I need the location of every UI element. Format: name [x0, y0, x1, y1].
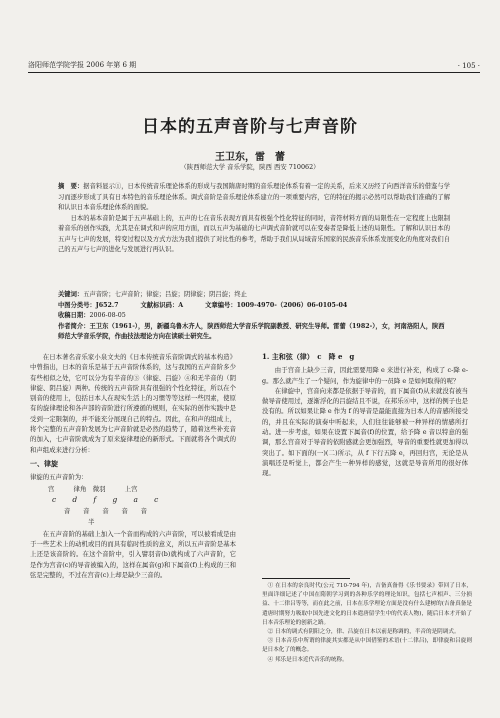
subsection-heading: 1. 主和弦（律） c 降 e g	[262, 352, 355, 361]
scale-interval-marks: 音 音 音 音 音	[64, 507, 148, 516]
right-column	[262, 352, 468, 479]
author-names: 王卫东，雷 蕾	[215, 152, 285, 163]
scale-degree-names: 宫 律角 微羽 上宫	[48, 484, 138, 493]
document-code: 文献标识码：A	[140, 301, 184, 309]
article-title: 日本的五声音阶与七声音阶	[142, 117, 358, 137]
abstract-paragraph-1	[58, 182, 450, 214]
body-paragraph: 由于宫音上缺少三音，因此需要用降 e 来进行补充，构成了 c-降 e-g。那么就产生了一个疑问，作为旋律中的一员降 e 是如何取得的呢？	[262, 366, 468, 385]
abstract-paragraph-2: 日本的基本音阶是属于五声基础上的，五声的七在音乐表现方面具有极强个性化特征的同时，音符材料方面的局限性在一定程度上也限制着音乐的创作实践，尤其是在调式和声的应用方面，而以五声为基础的七声调式音阶就可以在变奏者是降低上述的局限性。了解和认识日本的五声与七声的发展，特变过程以及方式方法为我们提供了对比性的参考，帮助于我们从局域音乐国家的民族音乐体系发展变化的角度对我们自己的五声与七声的进化与发展进行再认识。	[58, 214, 450, 253]
footnotes	[262, 582, 472, 665]
body-paragraph: 在律旋中，宫音向来都是依据于导音的，而下属音(f)从来就没有被当做导音使用过，逐渐浮化的吕旋结且不说，在邦乐⑥中，这样的例子也是没有的。所以如果让降 e 作为 f 的导音是最能直接为日本人的音感所接受的，并且在实际的演奏中听起来，人们往往能够被一种异样的情感所打动。进一步考虑，如果在设置下属音(f)的位置，给予降 e 音以特意的强调，那么宫音对于导音的依附感就会更加强烈，导音的重要性就更加得以突出了。如下面的(一)(二)所示，从 f 下行五降 e，再回归宫，无论是从演唱还是听觉上，都会产生一种异样的感觉，这就是导音所用的很好体现。	[262, 386, 468, 478]
abstract-label: 摘 要：	[58, 183, 84, 190]
received-date: 收稿日期：2006-08-05	[58, 312, 126, 319]
classification-row	[58, 301, 450, 312]
scale-note-letters: c d f g a c	[52, 494, 159, 504]
footnote: ① 在日本的奈良时代(公元 710-794 年)，吉备真备得《乐书要录》带回了日本，里面详细记述了中国在隋朝学习到的各种乐学的理论知识，包括七声相声、三分损益、十二律吕等等，而在此之前，日本在乐学理论方面是没有什么建树的(吉备真备是遣唐时期努力吸取中国先进文化的日本遣唐留学生中的代表人物)，随后日本才开始了日本音乐理论的创新之路。	[262, 583, 472, 626]
body-paragraph: 在五声音阶的基础上加入一个音而构成的六声音阶，可以被看成是由于一些艺术上的动机或目的而具有临时性质的意义，所以五声音阶是基本上还是该音阶的。在这个音阶中，引入譬羽音(b)就构成了六声音阶，它是作为宫音(c)的导音被编入的，这样在属音(g)和下属音(f)上构成的三和弦是完整的，不过在宫音(c)上却是缺少三音的。	[30, 529, 236, 579]
footnote: ④ 邦乐是日本近代音乐的统称。	[267, 656, 348, 663]
journal-name: 洛阳师范学院学报 2006 年第 6 期	[28, 61, 137, 69]
left-column	[30, 352, 236, 580]
abstract	[58, 182, 450, 256]
footnote: ③ 日本音乐中所谓的律旋其实都是从中国借鉴的术语(十二律吕)，即律旋和吕旋则是日本化了的概念。	[262, 638, 472, 654]
scale-halfstep-mark: 半	[88, 518, 95, 527]
footnote-rule	[262, 578, 350, 579]
footnote: ② 日本的调式有阴阳之分，律、吕旋在日本以前是称调的，半音的是阴调式。	[267, 629, 460, 636]
scale-caption: 律旋的五声音阶为：	[30, 473, 88, 482]
page-number: · 105 ·	[457, 62, 480, 70]
section-heading: 一、律旋	[30, 458, 58, 468]
clc-number: 中图分类号：J652.7	[58, 301, 119, 309]
body-paragraph: 在日本著名音乐家小泉文夫的《日本传统音乐音阶调式的基本构造》中曾指出，日本的音乐是基于五声音阶体系的，这与我国的五声音阶多少有些相似之处，它可以分为有半音的③（律旋、吕旋）④和无半音的（阴律旋、阴吕旋）两种。传统的五声音阶具有很强的个性化特征，所以在个别音的使用上，包括日本人在现实生活上的习惯等等这样一些因素，使原有的旋律理论和各声部的音阶进行所遵循的规则，在实际的创作实践中是受到一定限制的，并不能充分展现自己的特点。因此，在和声的组成上，将个完整的五声音阶发展为七声音阶就是必然的趋势了，随着这些补充音的加入，七声音阶就成为了原来旋律理论的新形式。下面就将各个调式的和声组成来进行分析：	[30, 353, 236, 454]
running-header	[28, 56, 480, 70]
keywords	[58, 290, 450, 301]
abstract-text-1: 据音料显示①，日本传统音乐理论体系的形成与我国隋唐时期的音乐理论体系有着一定的关系，后来又历经了向西洋音乐的借鉴与学习而逐步形成了具有日本特色的音乐理论体系。调式音阶是音乐理论体系建立的一项重要内容，它的特征的揭示必然可以帮助我们准确的了解和认识日本音乐理论体系的面貌。	[58, 183, 451, 211]
keywords-label: 关键词：	[58, 291, 84, 298]
article-number: 文章编号：1009-4970-（2006）06-0105-04	[205, 301, 348, 309]
header-rule	[28, 72, 480, 73]
article-metadata	[58, 290, 450, 343]
author-bio: 作者简介：王卫东（1961-），男，新疆乌鲁木齐人，陕西师范大学音乐学院副教授、研究生导师。雷蕾（1982-），女，河南洛阳人，陕西师范大学音乐学院，作曲技法理论方向在读硕士研究生。	[58, 322, 445, 340]
author-affiliation: （陕西师范大学 音乐学院，陕西 西安 710062）	[180, 163, 320, 171]
keywords-text: 五声音阶；七声音阶；律旋；吕旋；阴律旋；阴吕旋；终止	[83, 291, 247, 298]
